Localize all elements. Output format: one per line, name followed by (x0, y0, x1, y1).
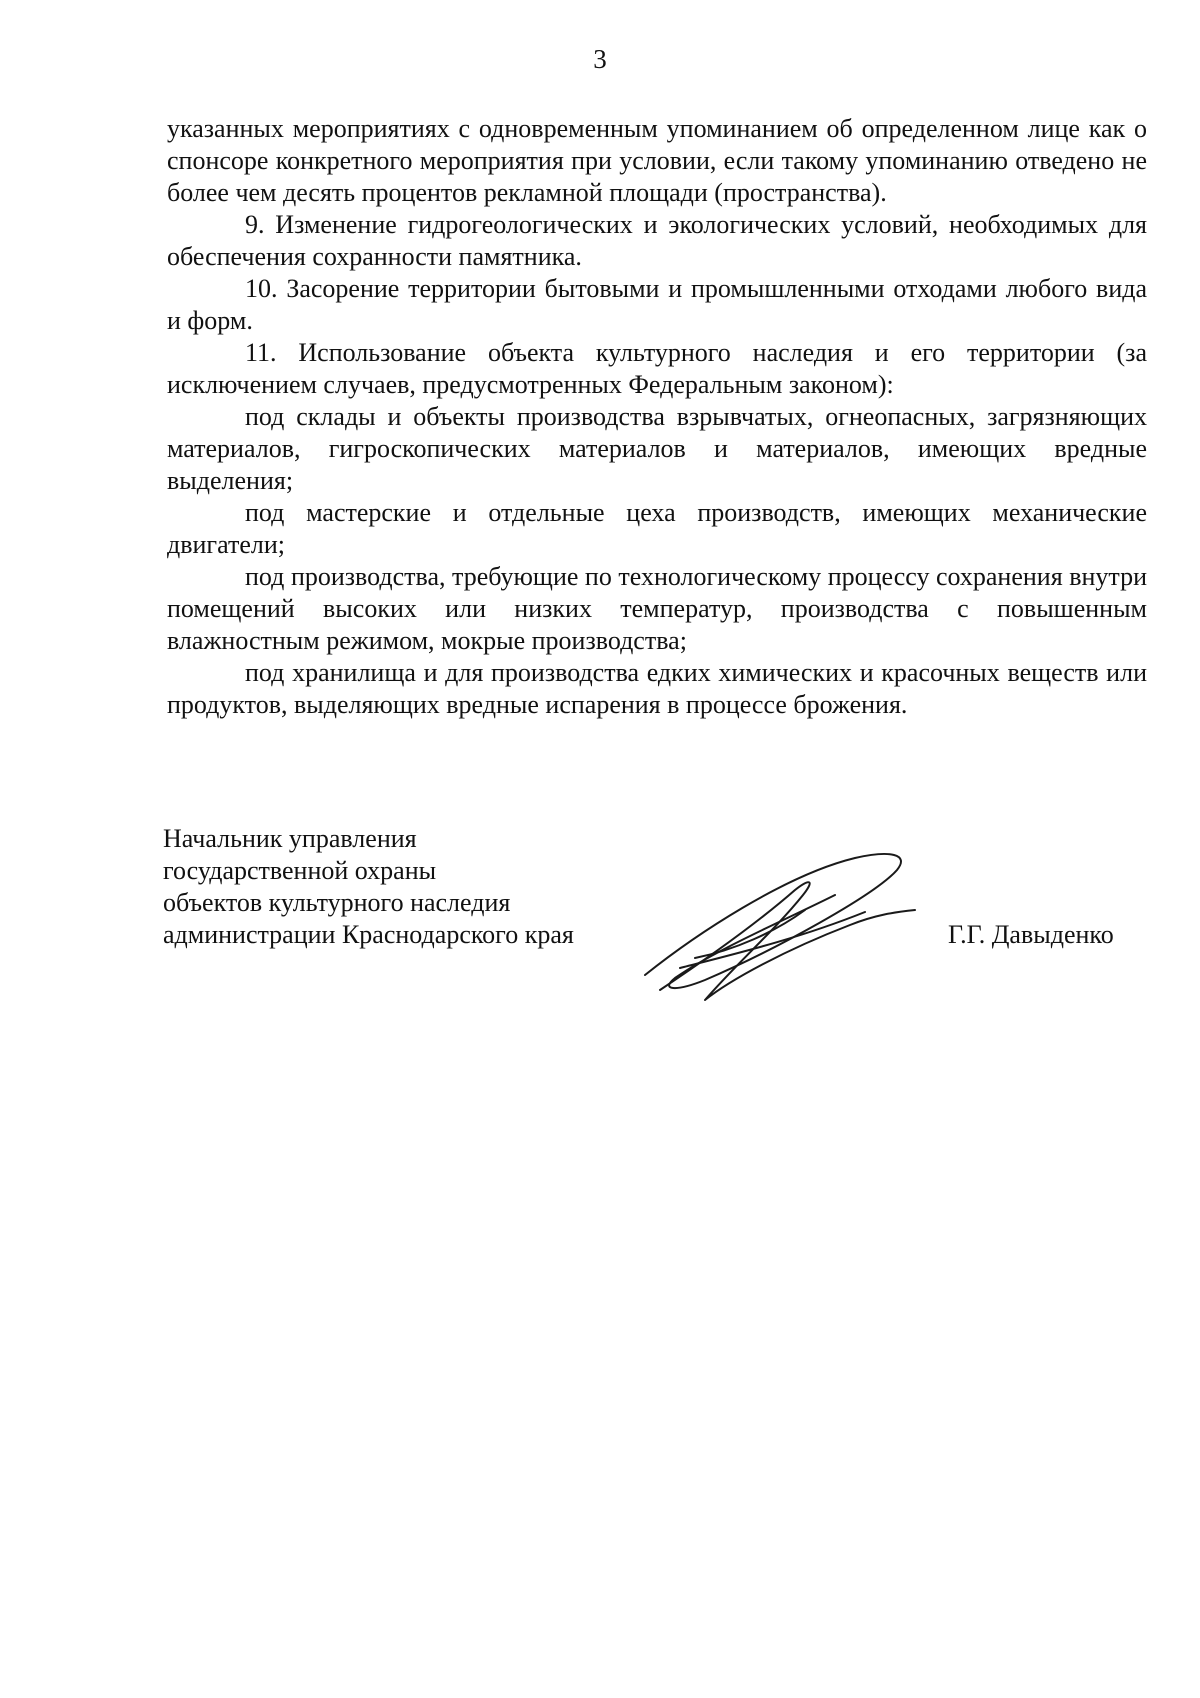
paragraph-item-11: 11. Использование объекта культурного наследия и его территории (за исключением случаев, предусмотренных Федеральным законом): (167, 338, 1147, 399)
handwritten-signature-icon (635, 840, 935, 1010)
paragraph-item-9: 9. Изменение гидрогеологических и экологических условий, необходимых для обеспечения сохранности памятника. (167, 210, 1147, 271)
paragraph-workshops: под мастерские и отдельные цеха производств, имеющих механические двигатели; (167, 498, 1147, 559)
position-line: объектов культурного наследия (163, 888, 511, 917)
paragraph-item-10: 10. Засорение территории бытовыми и промышленными отходами любого вида и форм. (167, 274, 1147, 335)
paragraph-storage: под хранилища и для производства едких химических и красочных веществ или продуктов, выделяющих вредные испарения в процессе брожения. (167, 658, 1147, 719)
paragraph-warehouses: под склады и объекты производства взрывчатых, огнеопасных, загрязняющих материалов, гигроскопических материалов и материалов, имеющих вредные выделения; (167, 402, 1147, 495)
position-line: администрации Краснодарского края (163, 920, 574, 949)
document-body (167, 113, 1147, 721)
paragraph-continuation: указанных мероприятиях с одновременным упоминанием об определенном лице как о спонсоре конкретного мероприятия при условии, если такому упоминанию отведено не более чем десять процентов рекламной площади (пространства). (167, 114, 1147, 207)
signatory-name: Г.Г. Давыденко (948, 920, 1114, 949)
position-line: государственной охраны (163, 856, 437, 885)
signatory-position (163, 823, 574, 951)
paragraph-temperature: под производства, требующие по технологическому процессу сохранения внутри помещений высоких или низких температур, производства с повышенным влажностным режимом, мокрые производства; (167, 562, 1147, 655)
position-line: Начальник управления (163, 824, 417, 853)
page-number: 3 (593, 44, 607, 74)
